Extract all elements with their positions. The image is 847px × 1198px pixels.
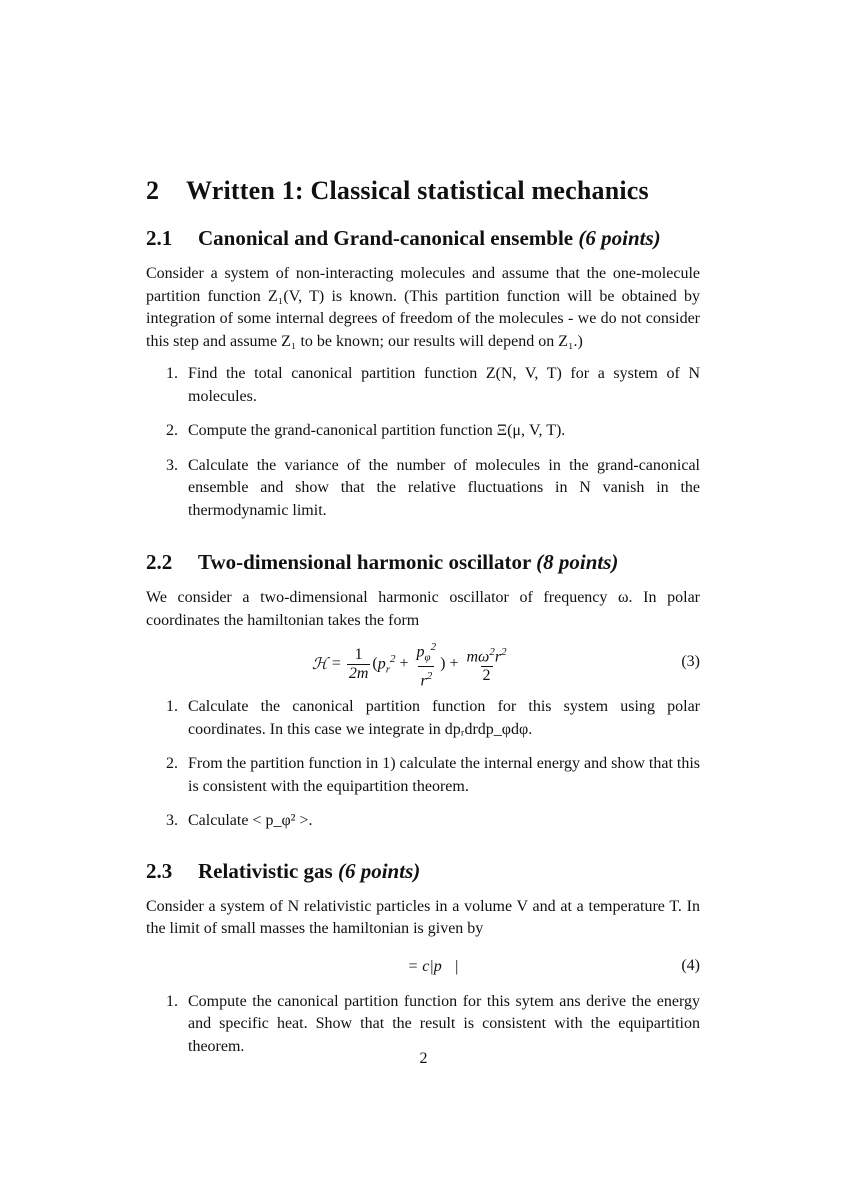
section-intro: Consider a system of non-interacting molecules and assume that the one-molecule partition function Z₁(V, T) is known. (This partition function will be obtained by integration of some internal degrees of freedom of the molecules - we do not consider this step and assume Z₁ to be known; our results will depend on Z₁.) <box>146 265 700 350</box>
exercise-text: Calculate < p_φ² >. <box>188 812 313 829</box>
exercise-list <box>146 363 700 522</box>
section-points: (8 points) <box>536 550 619 574</box>
chapter-title: Written 1: Classical statistical mechanics <box>186 176 649 205</box>
exercise-item: 2. Compute the grand-canonical partition function Ξ(μ, V, T). <box>166 422 566 439</box>
exercise-item: 3. Calculate the variance of the number of molecules in the grand-canonical ensemble and show that the relative fluctuations in N vanish in the thermodynamic limit. <box>166 456 700 519</box>
section-number: 2.3 <box>146 858 173 883</box>
exercise-item: 3. Calculate < p_φ² >. <box>166 812 313 829</box>
section-title: Relativistic gas <box>198 858 333 883</box>
equation-number: (4) <box>681 956 700 974</box>
section-points: (6 points) <box>578 226 661 250</box>
section-number: 2.2 <box>146 550 173 574</box>
page-content <box>146 176 700 1070</box>
exercise-text: Calculate the canonical partition function for this system using polar coordinates. In this case we integrate in dpᵣdrdp_φdφ. <box>188 698 700 738</box>
exercise-list <box>146 991 700 1059</box>
hamiltonian-equation <box>146 638 700 690</box>
exercise-text: Calculate the variance of the number of molecules in the grand-canonical ensemble and show that the relative fluctuations in N vanish in the thermodynamic limit. <box>188 456 700 519</box>
exercise-text: Compute the canonical partition function for this sytem ans derive the energy and specific heat. Show that the result is consistent with the equipartition theorem. <box>188 992 700 1055</box>
section-intro: We consider a two-dimensional harmonic oscillator of frequency ω. In polar coordinates the hamiltonian takes the form <box>146 589 700 629</box>
equation-body: ℋ = $\frac{1}{2m}$ ( $p_r^2$ + $\frac{p_\varphi^2}{r^2}$ ) + $\frac{m\omega^2r^2}{2}$ <box>312 640 507 690</box>
equation-number: (3) <box>681 653 700 670</box>
exercise-list <box>146 696 700 833</box>
exercise-item: 1. Compute the canonical partition function for this sytem ans derive the energy and specific heat. Show that the result is consistent with the equipartition theorem. <box>166 992 700 1055</box>
section-intro: Consider a system of N relativistic particles in a volume V and at a temperature T. In the limit of small masses the hamiltonian is given by <box>146 897 700 937</box>
chapter-heading <box>146 176 700 206</box>
section-heading <box>146 226 700 251</box>
exercise-item: 2. From the partition function in 1) calculate the internal energy and show that this is consistent with the equipartition theorem. <box>166 755 701 795</box>
exercise-text: From the partition function in 1) calculate the internal energy and show that this is consistent with the equipartition theorem. <box>188 755 701 795</box>
exercise-text: Find the total canonical partition function Z(N, V, T) for a system of N molecules. <box>188 365 700 405</box>
section-title: Two-dimensional harmonic oscillator <box>198 550 531 574</box>
chapter-number: 2 <box>146 176 160 205</box>
section-title: Canonical and Grand-canonical ensemble <box>198 226 574 250</box>
section-2-2 <box>146 550 700 833</box>
section-number: 2.1 <box>146 226 173 250</box>
exercise-item: 1. Find the total canonical partition function Z(N, V, T) for a system of N molecules. <box>166 365 700 405</box>
exercise-item: 1. Calculate the canonical partition function for this system using polar coordinates. In this case we integrate in dpᵣdrdp_φdφ. <box>166 698 700 738</box>
page-number: 2 <box>419 1050 428 1067</box>
section-2-3 <box>146 859 700 1059</box>
exercise-text: Compute the grand-canonical partition function Ξ(μ, V, T). <box>188 422 566 439</box>
section-points: (6 points) <box>337 858 421 883</box>
section-heading <box>146 859 700 884</box>
relativistic-hamiltonian-equation <box>146 951 700 983</box>
equation-body: ℋ = c|p⃗| <box>391 957 459 975</box>
section-heading <box>146 550 700 575</box>
section-2-1 <box>146 226 700 522</box>
